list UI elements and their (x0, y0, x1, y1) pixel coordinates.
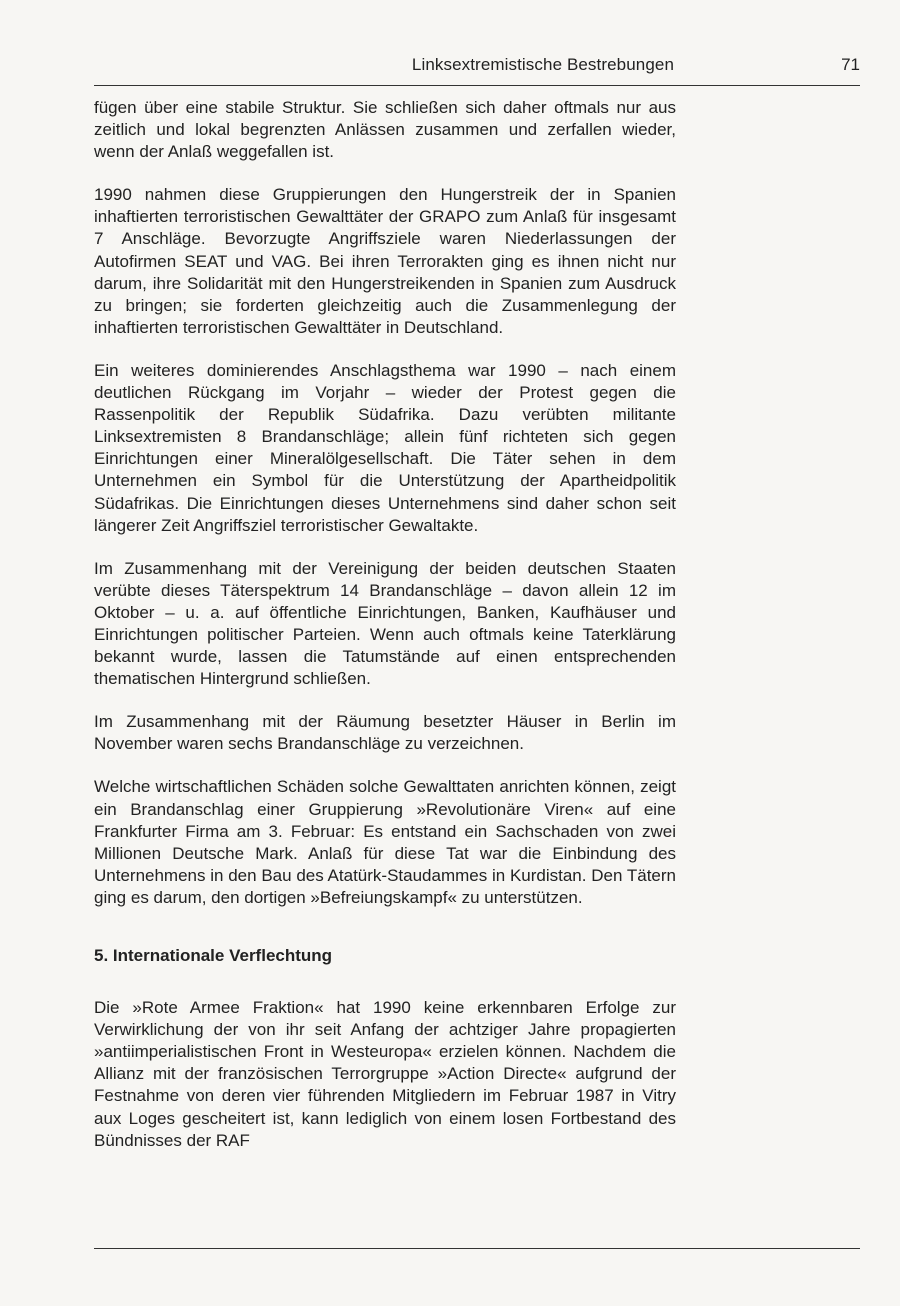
footer-rule (94, 1248, 860, 1249)
section-paragraph: Die »Rote Armee Fraktion« hat 1990 keine erkennbaren Erfolge zur Verwirklichung der von ihr seit Anfang der achtziger Jahre propagierten »antiimperialistischen Front in Westeuropa« erzielen können. Nachdem die Allianz mit der französischen Terrorgruppe »Action Directe« aufgrund der Festnahme von deren vier führenden Mitgliedern im Februar 1987 in Vitry aux Loges gescheitert ist, kann lediglich von einem losen Fortbestand des Bündnisses der RAF (94, 998, 676, 1150)
paragraph: Ein weiteres dominierendes Anschlagsthema war 1990 – nach einem deutlichen Rückgang im Vorjahr – wieder der Protest gegen die Rassenpolitik der Republik Südafrika. Dazu verübten militante Linksextremisten 8 Brandanschläge; allein fünf richteten sich gegen Einrichtungen einer Mineralölgesellschaft. Die Täter sehen in dem Unternehmen ein Symbol für die Unterstützung der Apartheidpolitik Südafrikas. Die Einrichtungen dieses Unternehmens sind daher schon seit längerer Zeit Angriffsziel terroristischer Gewaltakte. (94, 360, 676, 535)
page-header (94, 55, 860, 83)
paragraph: Welche wirtschaftlichen Schäden solche Gewalttaten anrichten können, zeigt ein Brandanschlag einer Gruppierung »Revolutionäre Viren« auf eine Frankfurter Firma am 3. Februar: Es entstand ein Sachschaden von zwei Millionen Deutsche Mark. Anlaß für diese Tat war die Einbindung des Unternehmens in den Bau des Atatürk-Staudammes in Kurdistan. Den Tätern ging es darum, den dortigen »Befreiungskampf« zu unterstützen. (94, 777, 676, 907)
paragraph: 1990 nahmen diese Gruppierungen den Hungerstreik der in Spanien inhaftierten terroristischen Gewalttäter der GRAPO zum Anlaß für insgesamt 7 Anschläge. Bevorzugte Angriffsziele waren Niederlassungen der Autofirmen SEAT und VAG. Bei ihren Terrorakten ging es ihnen nicht nur darum, ihre Solidarität mit den Hungerstreikenden in Spanien zum Ausdruck zu bringen; sie forderten gleichzeitig auch die Zusammenlegung der inhaftierten terroristischen Gewalttäter in Deutschland. (94, 185, 676, 337)
body-text (94, 97, 676, 1173)
running-title: Linksextremistische Bestrebungen (411, 55, 674, 74)
paragraph: Im Zusammenhang mit der Vereinigung der beiden deutschen Staaten verübte dieses Täterspektrum 14 Brandanschläge – davon allein 12 im Oktober – u. a. auf öffentliche Einrichtungen, Banken, Kaufhäuser und Einrichtungen politischer Parteien. Wenn auch oftmals keine Taterklärung bekannt wurde, lassen die Tatumstände auf einen entsprechenden thematischen Hintergrund schließen. (94, 558, 676, 689)
paragraph: Im Zusammenhang mit der Räumung besetzter Häuser in Berlin im November waren sechs Brandanschläge zu verzeichnen. (94, 712, 676, 754)
header-rule (94, 85, 860, 86)
page-number: 71 (841, 55, 860, 74)
section-heading: 5. Internationale Verflechtung (94, 946, 333, 965)
paragraph: fügen über eine stabile Struktur. Sie schließen sich daher oftmals nur aus zeitlich und lokal begrenzten Anlässen zusammen und zerfallen wieder, wenn der Anlaß weggefallen ist. (94, 98, 676, 162)
